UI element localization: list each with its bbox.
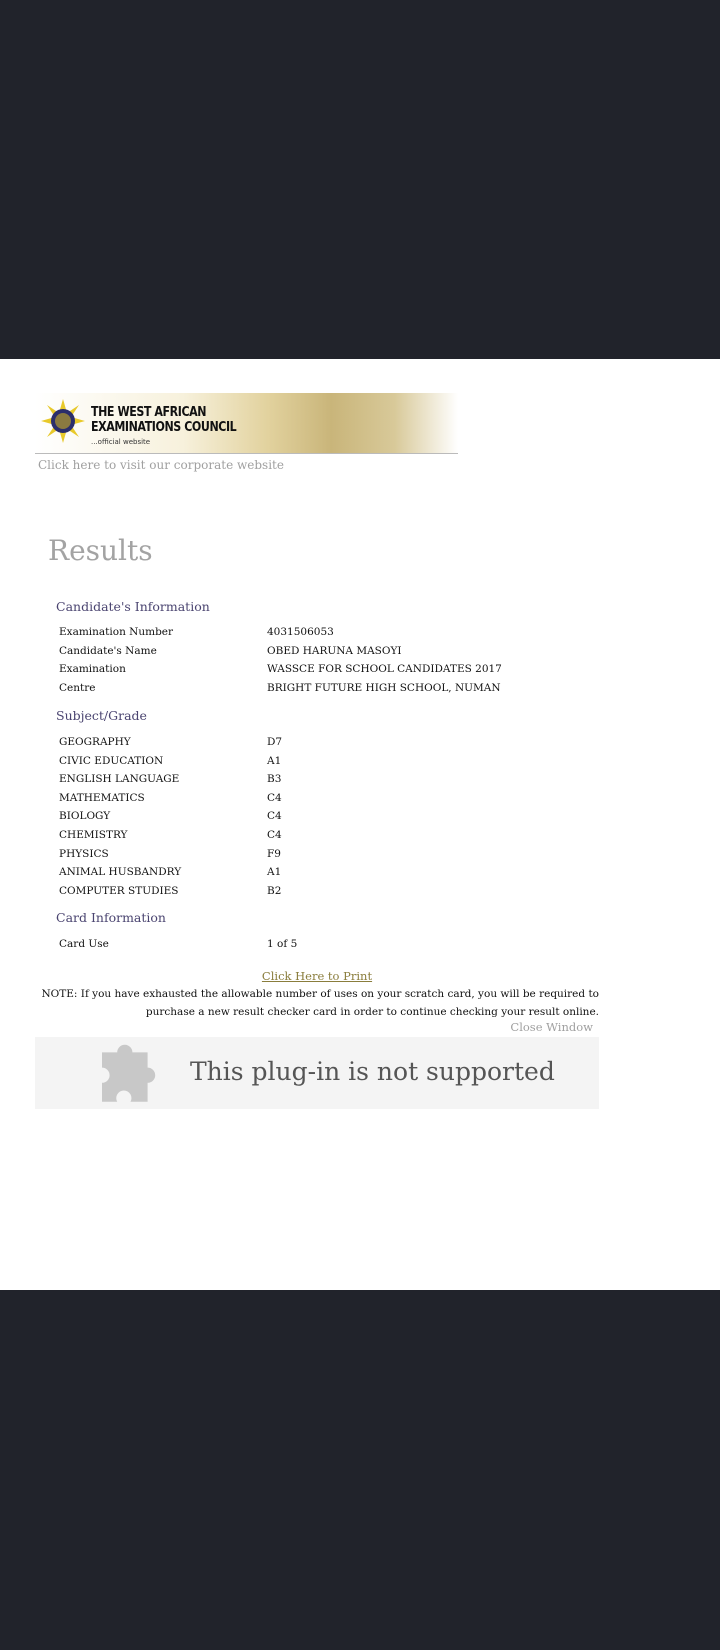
row-label: Card Use	[59, 938, 109, 950]
scratch-card-note: NOTE: If you have exhausted the allowable number of uses on your scratch card, you will be required to purchase a new result checker card in order to continue checking your result online.	[41, 988, 599, 1018]
row-value: A1	[267, 754, 282, 767]
banner-title	[91, 405, 236, 435]
row-value: D7	[267, 736, 283, 748]
row-label: Candidate's Name	[59, 644, 157, 657]
page-title: Results	[48, 534, 153, 567]
print-link[interactable]: Click Here to Print	[261, 969, 373, 983]
row-label: CIVIC EDUCATION	[59, 754, 164, 767]
row-value: C4	[267, 829, 282, 841]
row-value: 1 of 5	[267, 938, 298, 950]
waec-seal-icon	[41, 399, 85, 443]
results-page	[0, 359, 720, 1290]
banner-title-line2: EXAMINATIONS COUNCIL	[91, 420, 237, 435]
row-label: COMPUTER STUDIES	[59, 884, 179, 897]
waec-banner[interactable]	[35, 393, 458, 454]
candidate-info-heading: Candidate's Information	[56, 599, 210, 614]
close-window-link[interactable]: Close Window	[510, 1020, 593, 1034]
row-value: B2	[267, 884, 282, 897]
banner-tagline: ...official website	[91, 438, 151, 446]
banner-title-line1: THE WEST AFRICAN	[91, 405, 207, 420]
row-value: B3	[267, 773, 282, 786]
card-info-heading: Card Information	[56, 910, 166, 925]
row-label: GEOGRAPHY	[59, 736, 131, 748]
row-value: BRIGHT FUTURE HIGH SCHOOL, NUMAN	[267, 681, 501, 694]
row-value: C4	[267, 791, 282, 804]
corporate-website-link[interactable]: Click here to visit our corporate website	[38, 458, 284, 472]
row-value: A1	[267, 866, 282, 879]
row-label: Centre	[59, 681, 96, 694]
unsupported-plugin-box	[35, 1037, 599, 1109]
row-label: Examination Number	[59, 626, 174, 638]
row-value: C4	[267, 810, 282, 823]
row-label: Examination	[59, 663, 126, 676]
plugin-message: This plug-in is not supported	[190, 1057, 555, 1086]
row-label: BIOLOGY	[59, 810, 111, 823]
row-label: CHEMISTRY	[59, 829, 128, 841]
row-label: PHYSICS	[59, 847, 109, 860]
row-value: WASSCE FOR SCHOOL CANDIDATES 2017	[267, 663, 502, 676]
subject-grade-heading: Subject/Grade	[56, 708, 147, 723]
row-label: ANIMAL HUSBANDRY	[59, 866, 182, 879]
row-value: 4031506053	[267, 626, 334, 638]
row-label: ENGLISH LANGUAGE	[59, 773, 180, 786]
row-value: OBED HARUNA MASOYI	[267, 644, 402, 657]
row-value: F9	[267, 847, 281, 860]
row-label: MATHEMATICS	[59, 791, 145, 804]
puzzle-icon	[100, 1041, 164, 1105]
